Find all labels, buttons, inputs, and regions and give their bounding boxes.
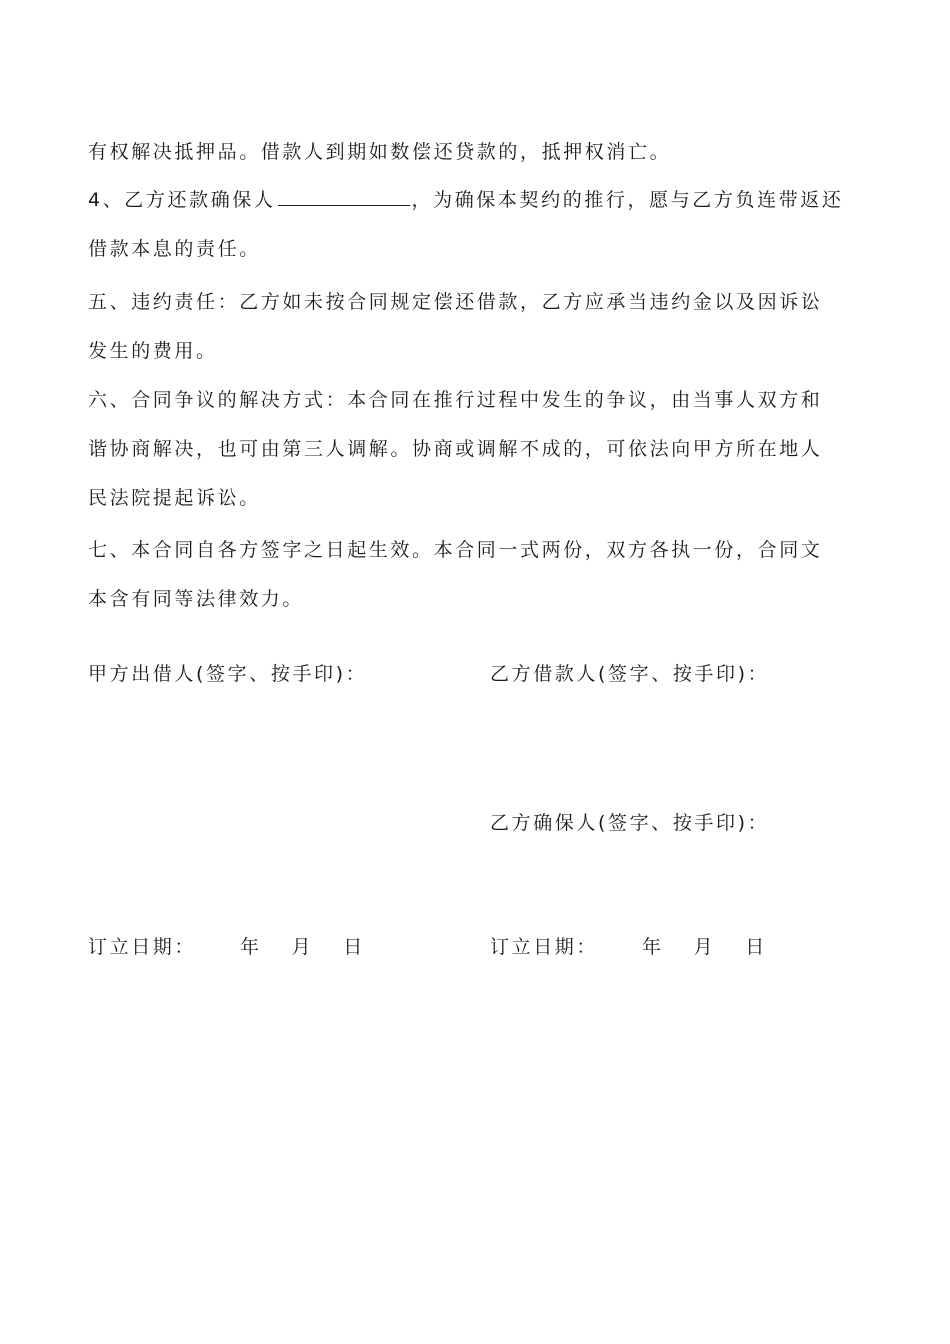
clause-line: 借款本息的责任。 — [88, 238, 261, 260]
date-label: 订立日期： — [88, 936, 197, 958]
guarantor-clause-line — [88, 187, 844, 213]
guarantor-clause-prefix: 4、乙方还款确保人 — [88, 189, 276, 211]
clause-line: 谐协商解决，也可由第三人调解。协商或调解不成的，可依法向甲方所在地人 — [88, 438, 823, 460]
date-label: 订立日期： — [490, 936, 599, 958]
date-month: 月 — [693, 936, 716, 958]
lender-signature-label: 甲方出借人(签字、按手印)： — [88, 663, 368, 685]
effective-clause-line: 七、本合同自各方签字之日起生效。本合同一式两份，双方各执一份，合同文 — [88, 539, 823, 561]
breach-clause-line: 五、违约责任：乙方如未按合同规定偿还借款，乙方应承当违约金以及因诉讼 — [88, 291, 823, 313]
date-day: 日 — [343, 936, 365, 958]
lender-date-line — [88, 934, 365, 960]
clause-line: 发生的费用。 — [88, 340, 218, 362]
dispute-clause-line: 六、合同争议的解决方式：本合同在推行过程中发生的争议，由当事人双方和 — [88, 389, 823, 411]
clause-line: 有权解决抵押品。借款人到期如数偿还贷款的，抵押权消亡。 — [88, 141, 672, 163]
date-month: 月 — [291, 936, 314, 958]
date-year: 年 — [240, 936, 262, 958]
clause-line: 本含有同等法律效力。 — [88, 588, 305, 610]
guarantor-clause-suffix: ，为确保本契约的推行，愿与乙方负连带返还 — [411, 189, 844, 211]
date-day: 日 — [745, 936, 767, 958]
guarantor-signature-label: 乙方确保人(签字、按手印)： — [490, 812, 770, 834]
date-year: 年 — [642, 936, 664, 958]
clause-line: 民法院提起诉讼。 — [88, 487, 261, 509]
borrower-date-line — [490, 934, 767, 960]
guarantor-name-blank — [278, 187, 410, 206]
borrower-signature-label: 乙方借款人(签字、按手印)： — [490, 663, 770, 685]
